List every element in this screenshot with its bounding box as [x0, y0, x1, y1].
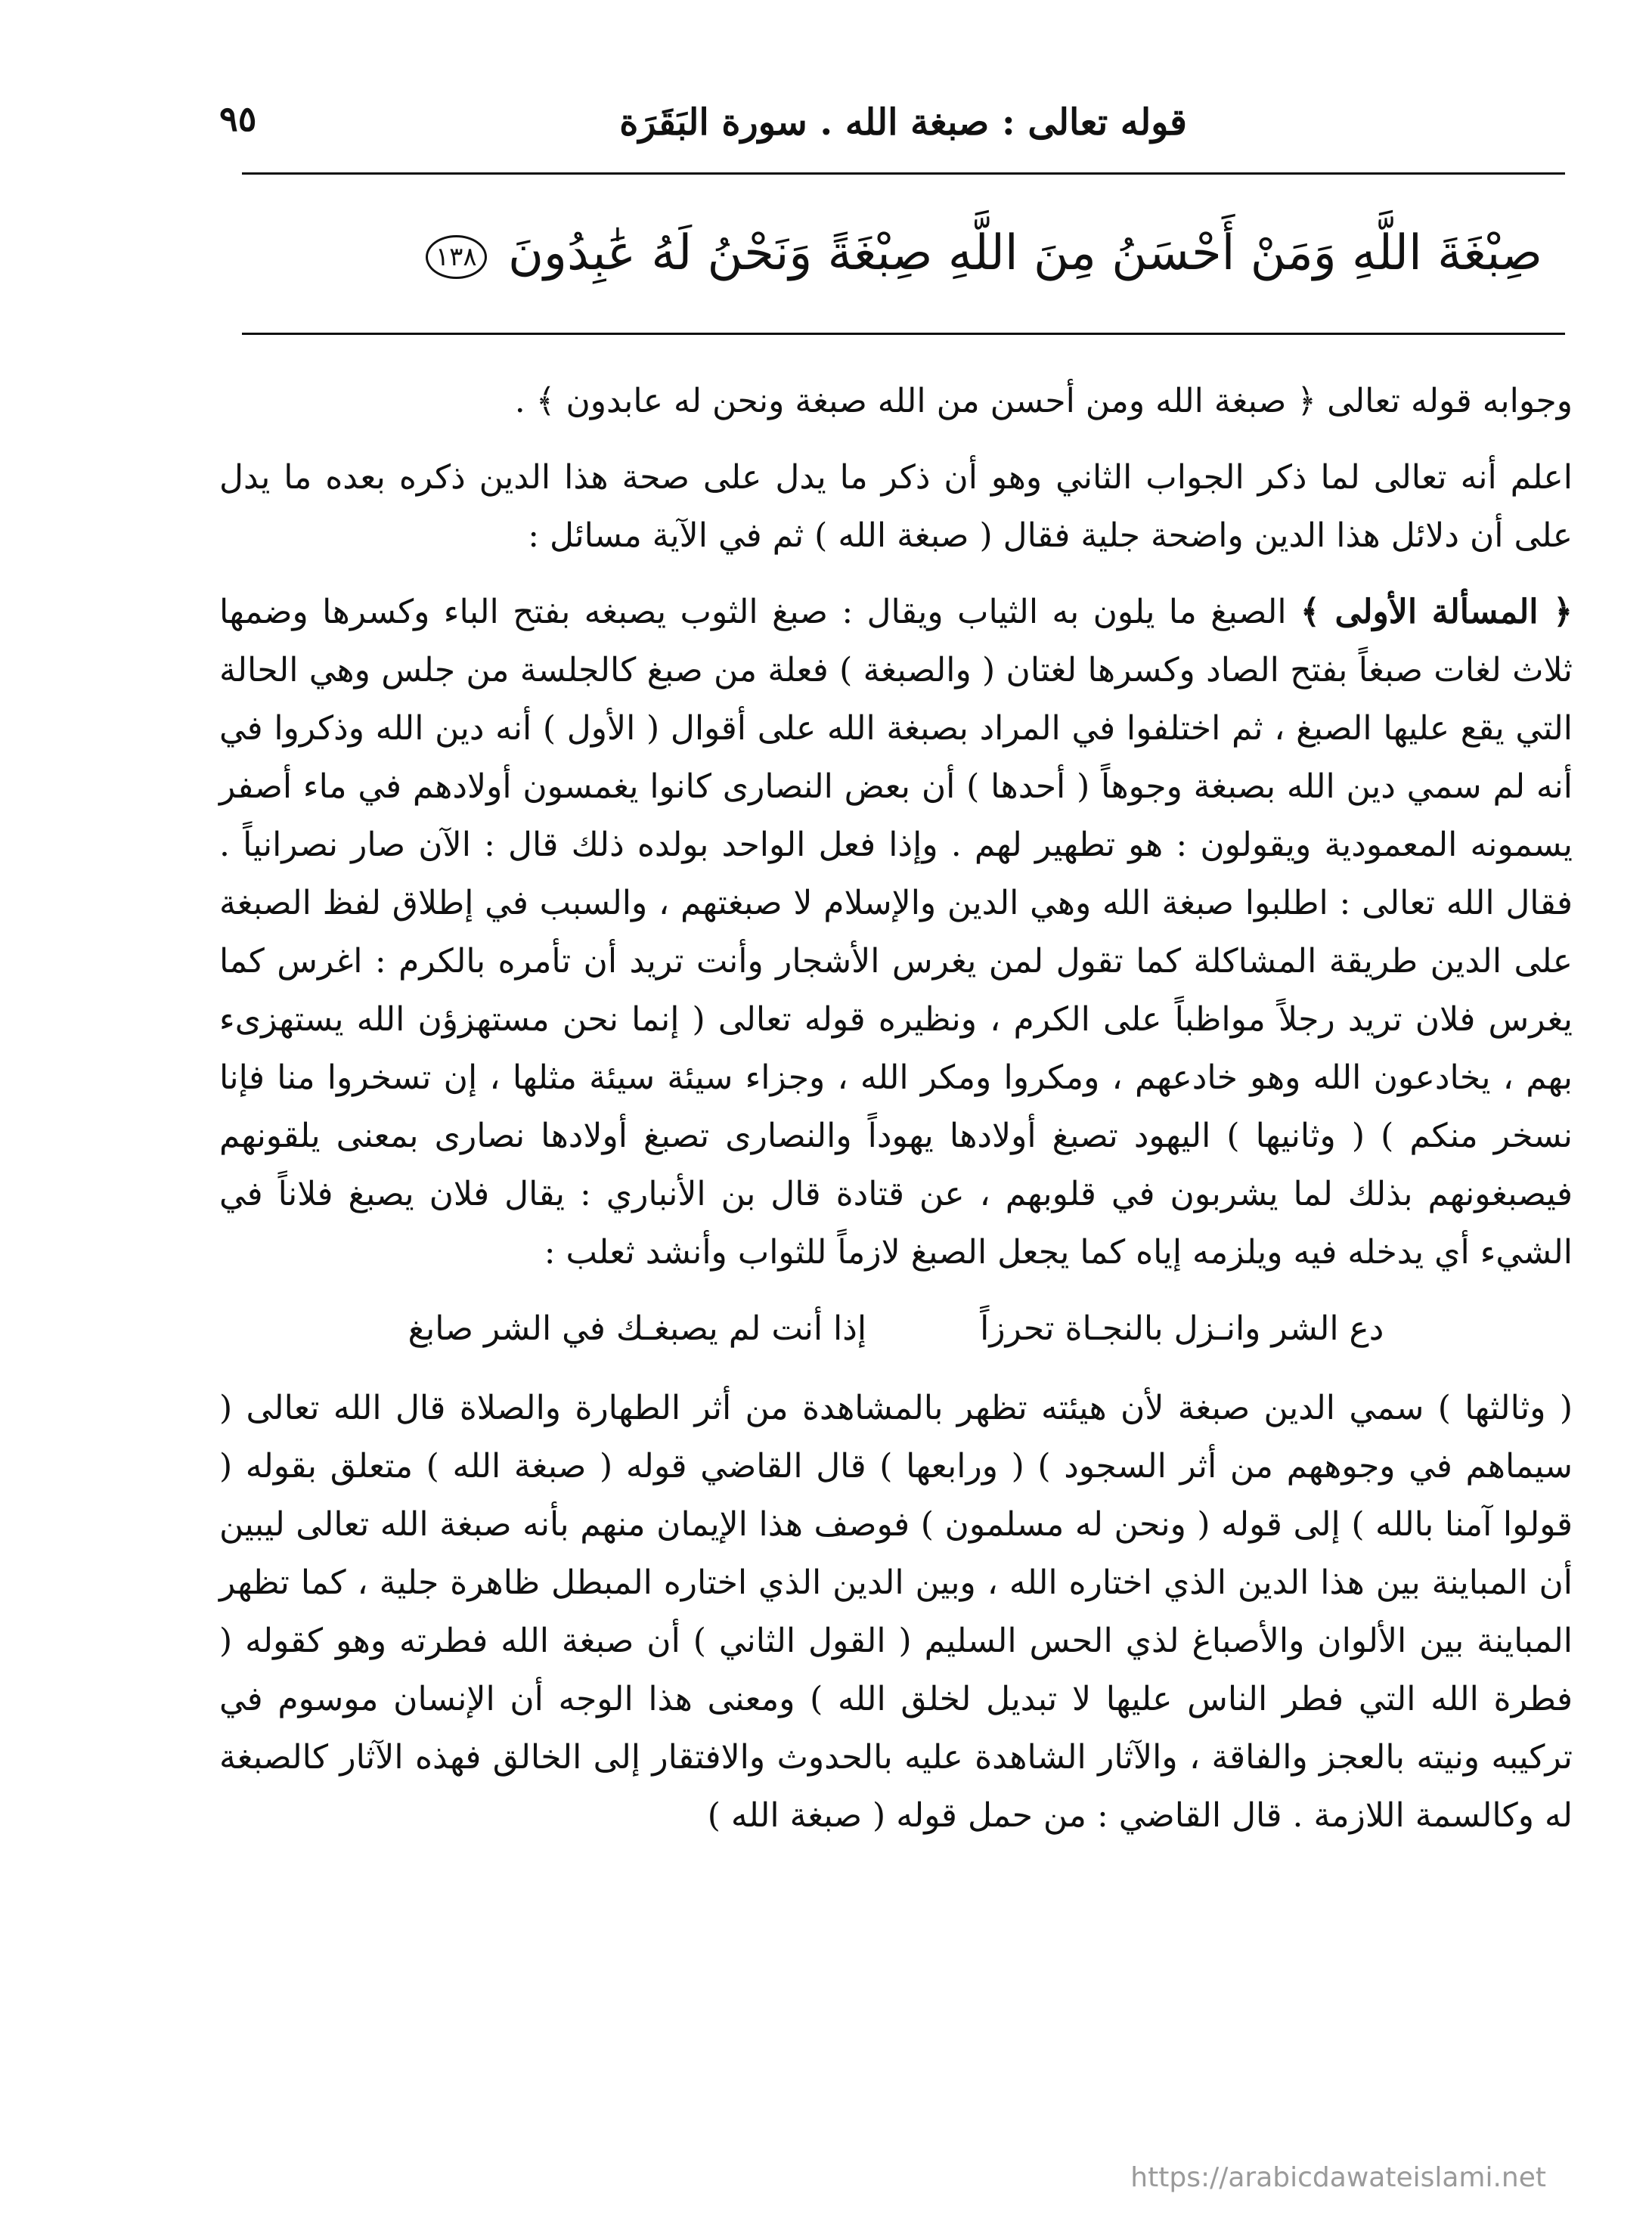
- issue-heading: ﴿ المسألة الأولى ﴾: [1300, 593, 1573, 631]
- poem-verse: [219, 1300, 1573, 1358]
- quran-verse: [242, 181, 1542, 325]
- page-header: [219, 91, 1565, 166]
- paragraph-1: اعلم أنه تعالى لما ذكر الجواب الثاني وهو أن ذكر ما يدل على صحة هذا الدين ذكره بعده ما يدل على أن دلائل هذا الدين واضحة جلية فقال ( صبغة الله ) ثم في الآية مسائل :: [219, 458, 1573, 555]
- verse-number: ١٣٨: [426, 235, 487, 279]
- running-title: قوله تعالى : صبغة الله . سورة البَقَرَة: [619, 101, 1187, 144]
- paragraph-3: ( وثالثها ) سمي الدين صبغة لأن هيئته تظهر بالمشاهدة من أثر الطهارة والصلاة قال الله تعالى ( سيماهم في وجوههم من أثر السجود ) ( ورابعها ) قال القاضي قوله ( صبغة الله ) متعلق بقوله ( قولوا آمنا بالله ) إلى قوله ( ونحن له مسلمون ) فوصف هذا الإيمان منهم بأنه صبغة الله تعالى ليبين أن المباينة بين هذا الدين الذي اختاره الله ، وبين الدين الذي اختاره المبطل ظاهرة جلية ، كما تظهر المباينة بين الألوان والأصباغ لذي الحس السليم ( القول الثاني ) أن صبغة الله فطرته وهو كقوله ( فطرة الله التي فطر الناس عليها لا تبديل لخلق الله ) ومعنى هذا الوجه أن الإنسان موسوم في تركيبه ونيته بالعجز والفاقة ، والآثار الشاهدة عليه بالحدوث والافتقار إلى الخالق فهذه الآثار كالصبغة له وكالسمة اللازمة . قال القاضي : من حمل قوله ( صبغة الله ): [219, 1389, 1573, 1835]
- poem-hemistich-second: إذا أنت لم يصبغـك في الشر صابغ: [408, 1309, 867, 1348]
- paragraph-2-text: الصبغ ما يلون به الثياب ويقال : صبغ الثوب يصبغه بفتح الباء وكسرها وضمها ثلاث لغات صبغاً بفتح الصاد وكسرها لغتان ( والصبغة ) فعلة من صبغ كالجلسة من جلس وهي الحالة التي يقع عليها الصبغ ، ثم اختلفوا في المراد بصبغة الله على أقوال ( الأول ) أنه دين الله وذكروا في أنه لم سمي دين الله بصبغة وجوهاً ( أحدها ) أن بعض النصارى كانوا يغمسون أولادهم في ماء أصفر يسمونه المعمودية ويقولون : هو تطهير لهم . وإذا فعل الواحد بولده ذلك قال : الآن صار نصرانياً . فقال الله تعالى : اطلبوا صبغة الله وهي الدين والإسلام لا صبغتهم ، والسبب في إطلاق لفظ الصبغة على الدين طريقة المشاكلة كما تقول لمن يغرس الأشجار وأنت تريد أن تأمره بالكرم : اغرس كما يغرس فلان تريد رجلاً مواظباً على الكرم ، ونظيره قوله تعالى ( إنما نحن مستهزؤن الله يستهزىء بهم ، يخادعون الله وهو خادعهم ، ومكروا ومكر الله ، وجزاء سيئة سيئة مثلها ، إن تسخروا منا فإنا نسخر منكم ) ( وثانيها ) اليهود تصبغ أولادها يهوداً والنصارى تصبغ أولادها نصارى بمعنى يلقونهم فيصبغونهم بذلك لما يشربون في قلوبهم ، عن قتادة قال بن الأنباري : يقال فلان يصبغ فلاناً في الشيء أي يدخله فيه ويلزمه إياه كما يجعل الصبغ لازماً للثواب وأنشد ثعلب :: [219, 593, 1573, 1272]
- verse-divider: [242, 333, 1565, 335]
- verse-text: صِبْغَةَ اللَّهِ وَمَنْ أَحْسَنُ مِنَ اللَّهِ صِبْغَةً وَنَحْنُ لَهُ عَٰبِدُونَ: [508, 225, 1542, 281]
- watermark-url: https://arabicdawateislami.net: [1130, 2162, 1546, 2193]
- commentary-body: [219, 372, 1573, 1863]
- page-number: ٩٥: [219, 98, 257, 139]
- header-divider: [242, 172, 1565, 175]
- intro-paragraph: وجوابه قوله تعالى ﴿ صبغة الله ومن أحسن من الله صبغة ونحن له عابدون ﴾ .: [514, 382, 1573, 420]
- paragraph-2: [219, 583, 1573, 1281]
- poem-hemistich-first: دع الشر وانـزل بالنجـاة تحرزاً: [980, 1309, 1384, 1348]
